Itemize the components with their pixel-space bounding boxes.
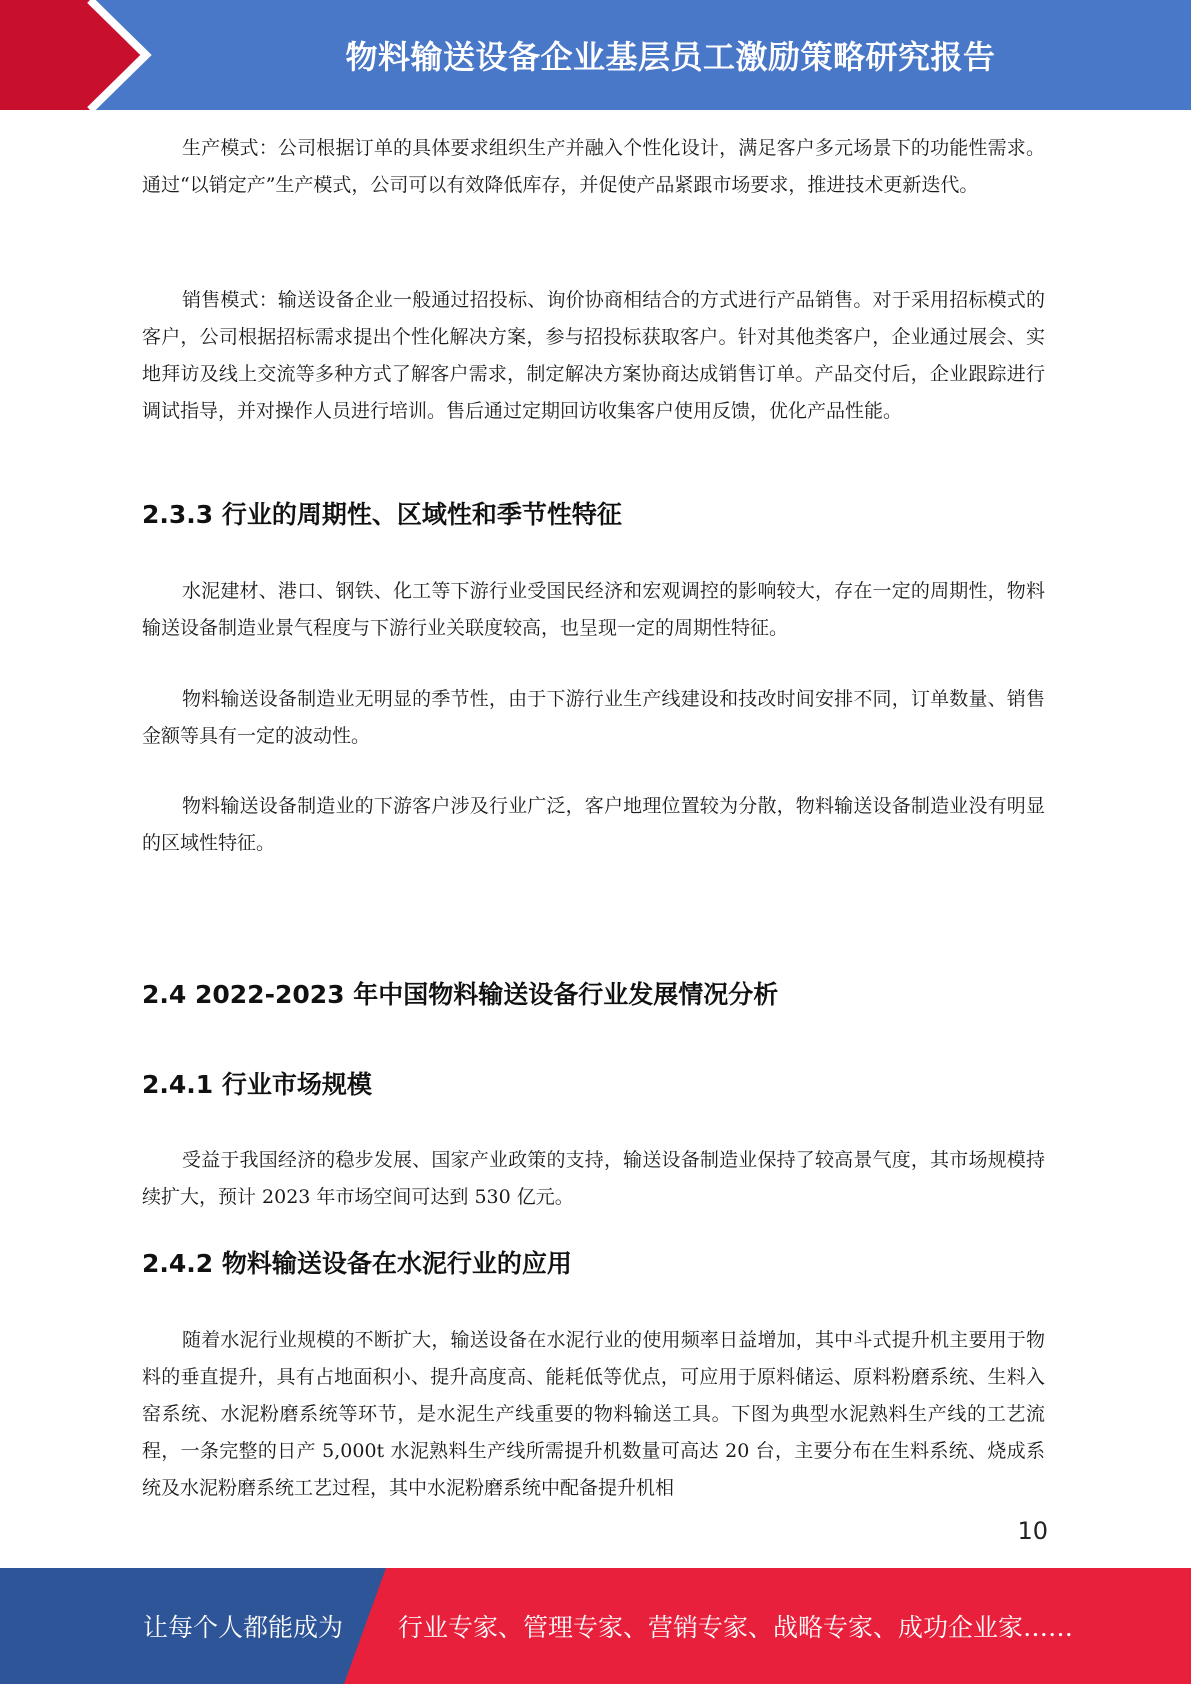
paragraph-production-mode: 生产模式：公司根据订单的具体要求组织生产并融入个性化设计，满足客户多元场景下的功能性需求。通过“以销定产”生产模式，公司可以有效降低库存，并促使产品紧跟市场要求，推进技术更新迭代。 [142, 137, 1045, 196]
page-header [0, 0, 1191, 110]
section-heading-2-3-3: 2.3.3 行业的周期性、区域性和季节性特征 [142, 500, 622, 529]
paragraph-market-size: 受益于我国经济的稳步发展、国家产业政策的支持，输送设备制造业保持了较高景气度，其市场规模持续扩大，预计 2023 年市场空间可达到 530 亿元。 [142, 1149, 1045, 1208]
paragraph-sales-mode: 销售模式：输送设备企业一般通过招投标、询价协商相结合的方式进行产品销售。对于采用招标模式的客户，公司根据招标需求提出个性化解决方案，参与招投标获取客户。针对其他类客户，企业通过展会、实地拜访及线上交流等多种方式了解客户需求，制定解决方案协商达成销售订单。产品交付后，企业跟踪进行调试指导，并对操作人员进行培训。售后通过定期回访收集客户使用反馈，优化产品性能。 [142, 289, 1045, 422]
section-heading-2-4-1: 2.4.1 行业市场规模 [142, 1070, 372, 1099]
footer-slogan-right: 行业专家、管理专家、营销专家、战略专家、成功企业家…… [398, 1613, 1074, 1642]
paragraph-cyclical: 水泥建材、港口、钢铁、化工等下游行业受国民经济和宏观调控的影响较大，存在一定的周期性，物料输送设备制造业景气程度与下游行业关联度较高，也呈现一定的周期性特征。 [142, 580, 1045, 639]
report-title: 物料输送设备企业基层员工激励策略研究报告 [345, 38, 996, 76]
paragraph-cement-application: 随着水泥行业规模的不断扩大，输送设备在水泥行业的使用频率日益增加，其中斗式提升机主要用于物料的垂直提升，具有占地面积小、提升高度高、能耗低等优点，可应用于原料储运、原料粉磨系统、生料入窑系统、水泥粉磨系统等环节，是水泥生产线重要的物料输送工具。下图为典型水泥熟料生产线的工艺流程，一条完整的日产 5,000t 水泥熟料生产线所需提升机数量可高达 20 台，主要分布在生料系统、烧成系统及水泥粉磨系统工艺过程，其中水泥粉磨系统中配备提升机相 [142, 1329, 1045, 1499]
section-heading-2-4: 2.4 2022-2023 年中国物料输送设备行业发展情况分析 [142, 980, 779, 1009]
footer-slogan-left: 让每个人都能成为 [143, 1613, 344, 1642]
paragraph-seasonal: 物料输送设备制造业无明显的季节性，由于下游行业生产线建设和技改时间安排不同，订单数量、销售金额等具有一定的波动性。 [142, 688, 1045, 747]
page-number: 10 [1017, 1517, 1048, 1545]
paragraph-regional: 物料输送设备制造业的下游客户涉及行业广泛，客户地理位置较为分散，物料输送设备制造业没有明显的区域性特征。 [142, 795, 1045, 854]
page-footer [0, 1568, 1191, 1684]
section-heading-2-4-2: 2.4.2 物料输送设备在水泥行业的应用 [142, 1249, 572, 1278]
